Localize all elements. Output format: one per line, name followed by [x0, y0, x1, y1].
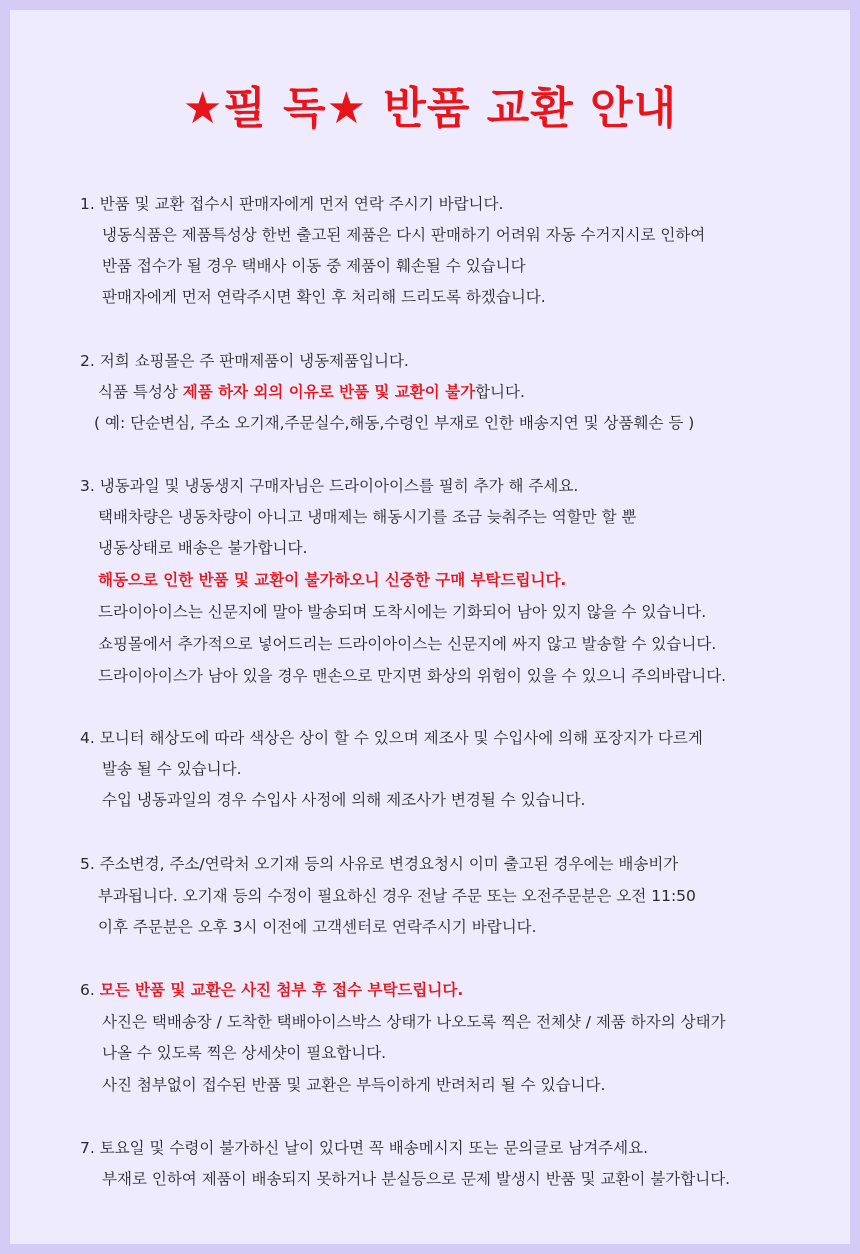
section-4-heading: 4. 모니터 해상도에 따라 색상은 상이 할 수 있으며 제조사 및 수입사에 의해 포장지가 다르게 [80, 729, 703, 747]
section-3-line: 택배차량은 냉동차량이 아니고 냉매제는 해동시기를 조금 늦춰주는 역할만 할 뿐 [98, 508, 637, 526]
section-3-line: 냉동상태로 배송은 불가합니다. [98, 539, 308, 557]
section-1-line: 냉동식품은 제품특성상 한번 출고된 제품은 다시 판매하기 어려워 자동 수거지시로 인하여 [102, 226, 706, 244]
section-1-line: 반품 접수가 될 경우 택배사 이동 중 제품이 훼손될 수 있습니다 [102, 257, 526, 275]
section-3-warning: 해동으로 인한 반품 및 교환이 불가하오니 신중한 구매 부탁드립니다. [98, 571, 567, 589]
section-4-line: 수입 냉동과일의 경우 수입사 사정에 의해 제조사가 변경될 수 있습니다. [102, 791, 586, 809]
section-6-heading [80, 978, 463, 1000]
section-2-line [98, 380, 525, 402]
section-6-line: 나올 수 있도록 찍은 상세샷이 필요합니다. [102, 1044, 387, 1062]
notice-panel [10, 10, 850, 1244]
section-2-text: 식품 특성상 [98, 383, 183, 401]
section-6-warning: 모든 반품 및 교환은 사진 첨부 후 접수 부탁드립니다. [99, 981, 464, 999]
section-4-line: 발송 될 수 있습니다. [102, 760, 242, 778]
section-3-heading: 3. 냉동과일 및 냉동생지 구매자님은 드라이아이스를 필히 추가 해 주세요. [80, 477, 579, 495]
section-5-line: 이후 주문분은 오후 3시 이전에 고객센터로 연락주시기 바랍니다. [98, 918, 537, 936]
section-3-line: 쇼핑몰에서 추가적으로 넣어드리는 드라이아이스는 신문지에 싸지 않고 발송할 수 있습니다. [98, 635, 717, 653]
section-3-line: 드라이아이스는 신문지에 말아 발송되며 도착시에는 기화되어 남아 있지 않을 수 있습니다. [98, 603, 707, 621]
section-1-line: 판매자에게 먼저 연락주시면 확인 후 처리해 드리도록 하겠습니다. [102, 288, 546, 306]
section-6-line: 사진 첨부없이 접수된 반품 및 교환은 부득이하게 반려처리 될 수 있습니다. [102, 1076, 606, 1094]
section-2-text: 합니다. [475, 383, 525, 401]
section-2-line: ( 예: 단순변심, 주소 오기재,주문실수,해동,수령인 부재로 인한 배송지연 및 상품훼손 등 ) [94, 414, 695, 432]
section-1-heading: 1. 반품 및 교환 접수시 판매자에게 먼저 연락 주시기 바랍니다. [80, 195, 504, 213]
section-5-heading: 5. 주소변경, 주소/연락처 오기재 등의 사유로 변경요청시 이미 출고된 경우에는 배송비가 [80, 855, 679, 873]
page-title: ★필 독★ 반품 교환 안내 [182, 83, 678, 134]
section-7-heading: 7. 토요일 및 수령이 불가하신 날이 있다면 꼭 배송메시지 또는 문의글로 남겨주세요. [80, 1139, 649, 1157]
section-6-number: 6. [80, 981, 100, 999]
section-2-heading: 2. 저희 쇼핑몰은 주 판매제품이 냉동제품입니다. [80, 352, 409, 370]
section-2-warning: 제품 하자 외의 이유로 반품 및 교환이 불가 [182, 383, 476, 401]
section-3-line: 드라이아이스가 남아 있을 경우 맨손으로 만지면 화상의 위험이 있을 수 있으니 주의바랍니다. [98, 667, 727, 685]
section-7-line: 부재로 인하여 제품이 배송되지 못하거나 분실등으로 문제 발생시 반품 및 교환이 불가합니다. [102, 1170, 731, 1188]
section-6-line: 사진은 택배송장 / 도착한 택배아이스박스 상태가 나오도록 찍은 전체샷 / 제품 하자의 상태가 [102, 1013, 726, 1031]
section-5-line: 부과됩니다. 오기재 등의 수정이 필요하신 경우 전날 주문 또는 오전주문분은 오전 11:50 [98, 887, 696, 905]
